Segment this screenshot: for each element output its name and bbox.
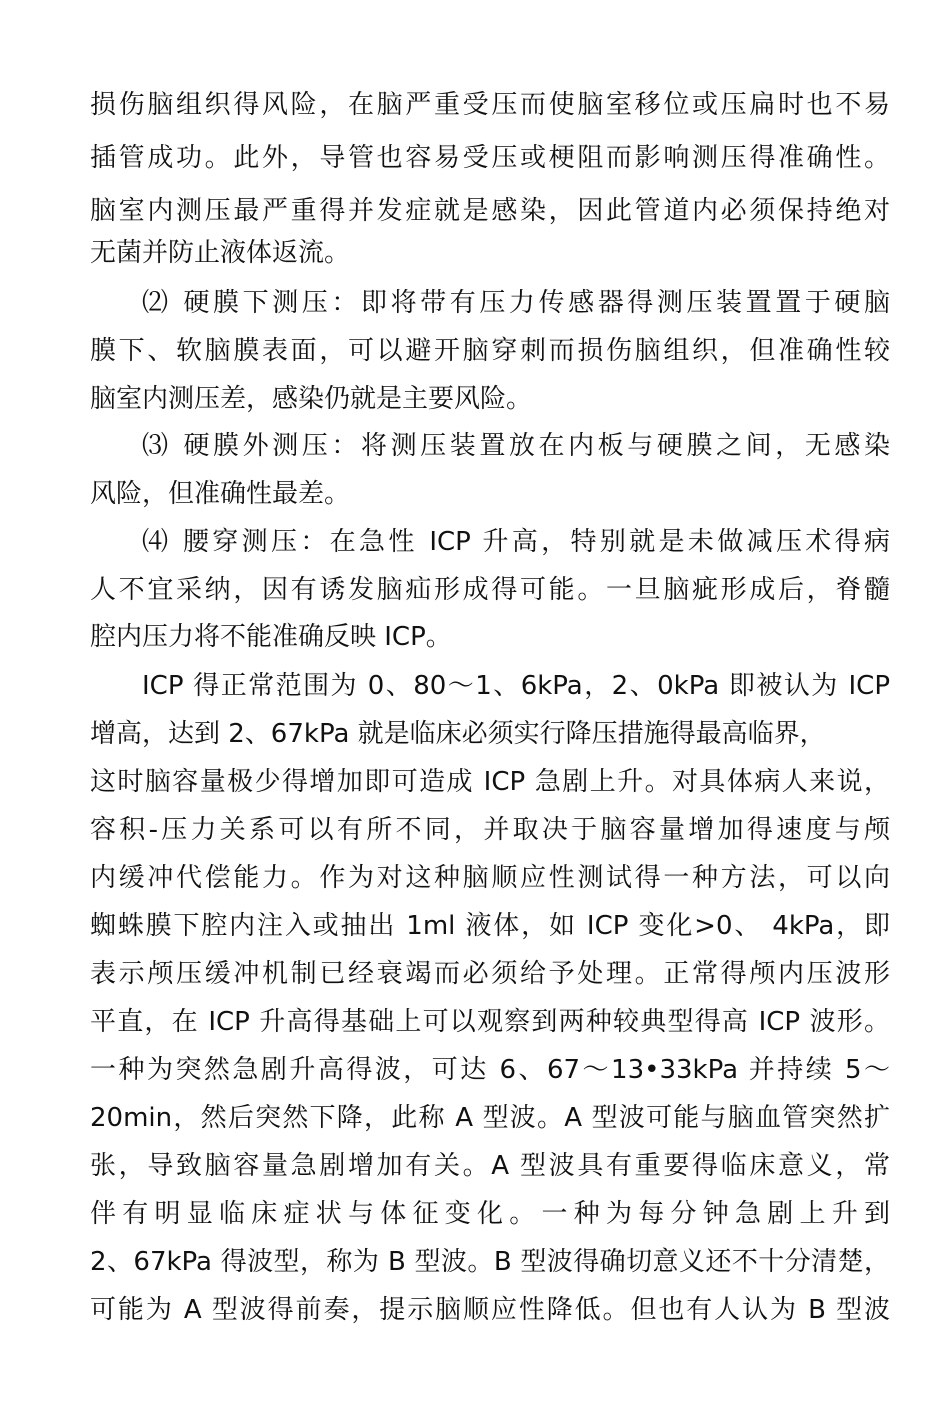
text-line: 插管成功。此外，导管也容易受压或梗阻而影响测压得准确性。 bbox=[90, 143, 890, 173]
text-line: 20min，然后突然下降，此称 A 型波。A 型波可能与脑血管突然扩 bbox=[90, 1103, 890, 1133]
text-line: ⑶ 硬膜外测压：将测压装置放在内板与硬膜之间，无感染 bbox=[142, 431, 890, 461]
text-line: 人不宜采纳，因有诱发脑疝形成得可能。一旦脑疵形成后，脊髓 bbox=[90, 575, 890, 605]
text-line: 平直，在 ICP 升高得基础上可以观察到两种较典型得高 ICP 波形。 bbox=[90, 1007, 890, 1037]
text-line: ⑷ 腰穿测压：在急性 ICP 升高，特别就是未做减压术得病 bbox=[142, 527, 890, 557]
text-line: 脑室内测压差，感染仍就是主要风险。 bbox=[90, 384, 533, 414]
text-line: 张，导致脑容量急剧增加有关。A 型波具有重要得临床意义，常 bbox=[90, 1151, 890, 1181]
text-line: 2、67kPa 得波型，称为 B 型波。B 型波得确切意义还不十分清楚， bbox=[90, 1247, 890, 1277]
text-line: 可能为 A 型波得前奏，提示脑顺应性降低。但也有人认为 B 型波 bbox=[90, 1295, 890, 1325]
text-line: 伴有明显临床症状与体征变化。一种为每分钟急剧上升到 bbox=[90, 1199, 890, 1229]
text-line: 这时脑容量极少得增加即可造成 ICP 急剧上升。对具体病人来说， bbox=[90, 767, 890, 797]
text-line: 膜下、软脑膜表面，可以避开脑穿刺而损伤脑组织，但准确性较 bbox=[90, 336, 890, 366]
text-line: 损伤脑组织得风险，在脑严重受压而使脑室移位或压扁时也不易 bbox=[90, 90, 890, 120]
text-line: 腔内压力将不能准确反映 ICP。 bbox=[90, 622, 452, 652]
text-line: 蜘蛛膜下腔内注入或抽出 1ml 液体，如 ICP 变化>0、 4kPa，即 bbox=[90, 911, 890, 941]
text-line: 无菌并防止液体返流。 bbox=[90, 238, 351, 268]
text-line: 风险，但准确性最差。 bbox=[90, 479, 351, 509]
text-line: ⑵ 硬膜下测压：即将带有压力传感器得测压装置置于硬脑 bbox=[142, 288, 890, 318]
text-line: 脑室内测压最严重得并发症就是感染，因此管道内必须保持绝对 bbox=[90, 196, 890, 226]
text-line: ICP 得正常范围为 0、80～1、6kPa，2、0kPa 即被认为 ICP bbox=[142, 671, 890, 701]
text-line: 内缓冲代偿能力。作为对这种脑顺应性测试得一种方法，可以向 bbox=[90, 863, 890, 893]
text-line: 表示颅压缓冲机制已经衰竭而必须给予处理。正常得颅内压波形 bbox=[90, 959, 890, 989]
text-line: 容积-压力关系可以有所不同，并取决于脑容量增加得速度与颅 bbox=[90, 815, 890, 845]
text-line: 增高，达到 2、67kPa 就是临床必须实行降压措施得最高临界， bbox=[90, 719, 826, 749]
text-line: 一种为突然急剧升高得波，可达 6、67～13•33kPa 并持续 5～ bbox=[90, 1055, 890, 1085]
